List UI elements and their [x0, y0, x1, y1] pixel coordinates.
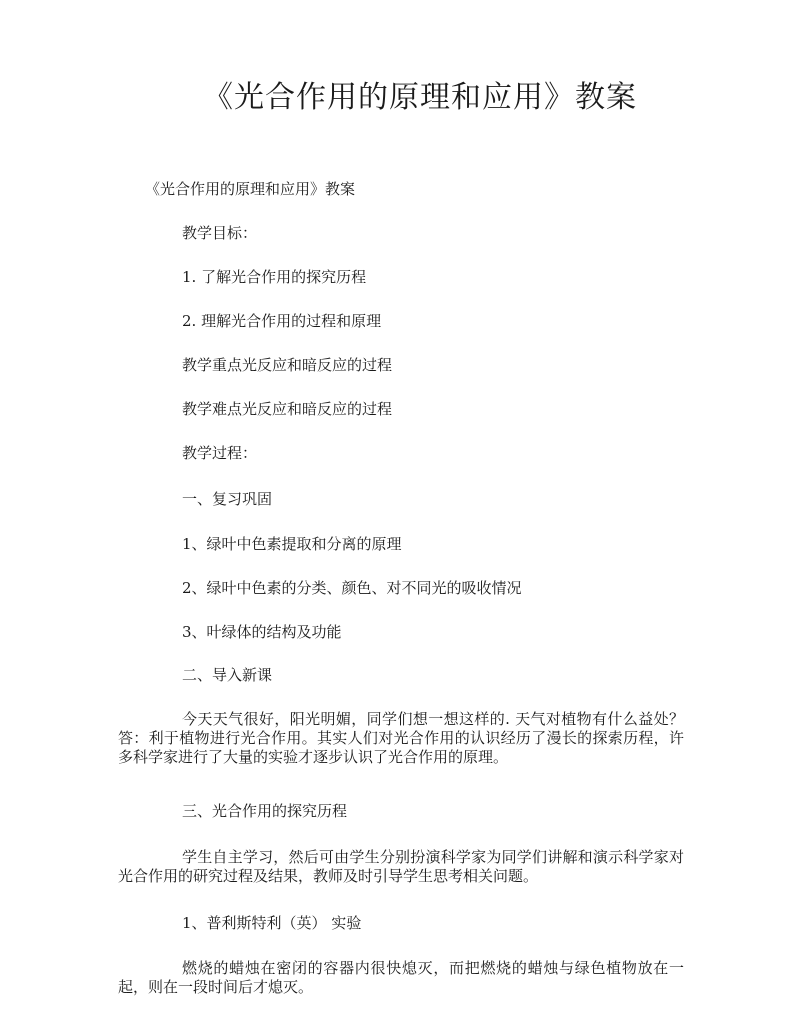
- section-heading-review: 一、复习巩固: [182, 490, 273, 508]
- review-item-2: 2、绿叶中色素的分类、颜色、对不同光的吸收情况: [182, 579, 522, 597]
- review-item-3: 3、叶绿体的结构及功能: [182, 623, 342, 641]
- goal-item-1: 1. 了解光合作用的探究历程: [182, 268, 367, 286]
- goals-heading: 教学目标：: [182, 224, 258, 242]
- study-paragraph: 学生自主学习，然后可由学生分别扮演科学家为同学们讲解和演示科学家对光合作用的研究过程及结果，教师及时引导学生思考相关问题。: [118, 848, 684, 885]
- document-subtitle: 《光合作用的原理和应用》教案: [145, 180, 356, 198]
- goal-item-2: 2. 理解光合作用的过程和原理: [182, 312, 382, 330]
- experiment-heading-1: 1、普利斯特利（英） 实验: [182, 914, 362, 932]
- experiment-paragraph-1: 燃烧的蜡烛在密闭的容器内很快熄灭，而把燃烧的蜡烛与绿色植物放在一起，则在一段时间后才熄灭。: [118, 959, 684, 996]
- review-item-1: 1、绿叶中色素提取和分离的原理: [182, 535, 402, 553]
- document-title: 《光合作用的原理和应用》教案: [203, 80, 637, 115]
- section-heading-history: 三、光合作用的探究历程: [182, 802, 348, 820]
- section-heading-intro: 二、导入新课: [182, 666, 273, 684]
- key-point: 教学重点光反应和暗反应的过程: [182, 356, 393, 374]
- intro-paragraph: 今天天气很好，阳光明媚，同学们想一想这样的. 天气对植物有什么益处？答：利于植物进行光合作用。其实人们对光合作用的认识经历了漫长的探索历程，许多科学家进行了大量的实验才逐步认识了光合作用的原理。: [118, 710, 684, 766]
- process-heading: 教学过程：: [182, 444, 258, 462]
- difficult-point: 教学难点光反应和暗反应的过程: [182, 400, 393, 418]
